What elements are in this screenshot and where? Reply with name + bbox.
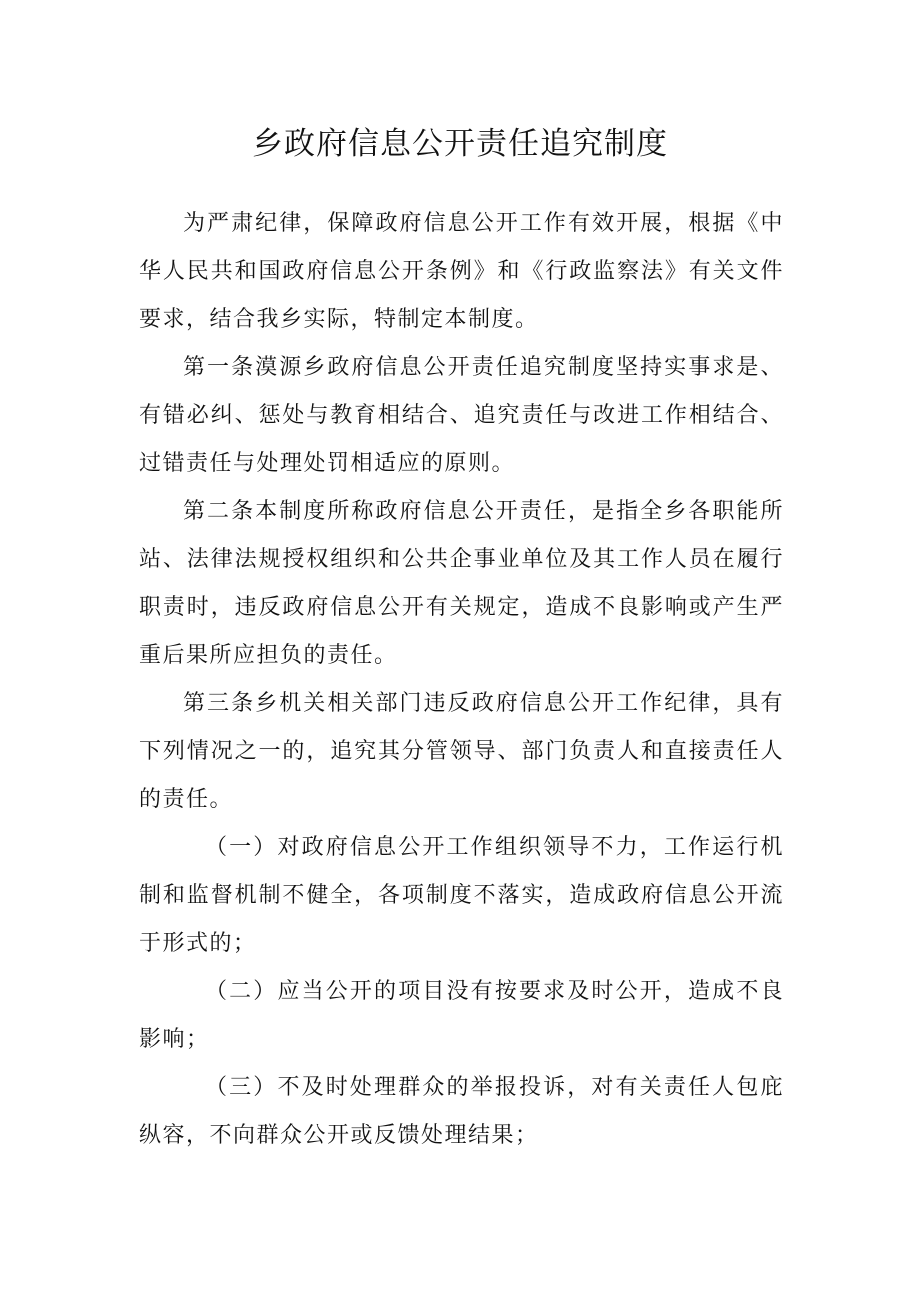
article-2-paragraph: 第二条本制度所称政府信息公开责任，是指全乡各职能所站、法律法规授权组织和公共企事业单位及其工作人员在履行职责时，违反政府信息公开有关规定，造成不良影响或产生严重后果所应担负的责任。	[139, 499, 784, 668]
document-body	[139, 200, 784, 1160]
document-title: 乡政府信息公开责任追究制度	[252, 126, 668, 162]
item-1-paragraph: （一）对政府信息公开工作组织领导不力，工作运行机制和监督机制不健全，各项制度不落实，造成政府信息公开流于形式的；	[139, 835, 784, 956]
item-2-paragraph: （二）应当公开的项目没有按要求及时公开，造成不良影响；	[139, 979, 784, 1052]
article-1-paragraph: 第一条漠源乡政府信息公开责任追究制度坚持实事求是、有错必纠、惩处与教育相结合、追究责任与改进工作相结合、过错责任与处理处罚相适应的原则。	[139, 355, 784, 476]
article-3-paragraph: 第三条乡机关相关部门违反政府信息公开工作纪律，具有下列情况之一的，追究其分管领导、部门负责人和直接责任人的责任。	[139, 691, 784, 812]
intro-paragraph: 为严肃纪律，保障政府信息公开工作有效开展，根据《中华人民共和国政府信息公开条例》和《行政监察法》有关文件要求，结合我乡实际，特制定本制度。	[139, 211, 784, 332]
item-3-paragraph: （三）不及时处理群众的举报投诉，对有关责任人包庇纵容，不向群众公开或反馈处理结果；	[139, 1075, 784, 1148]
